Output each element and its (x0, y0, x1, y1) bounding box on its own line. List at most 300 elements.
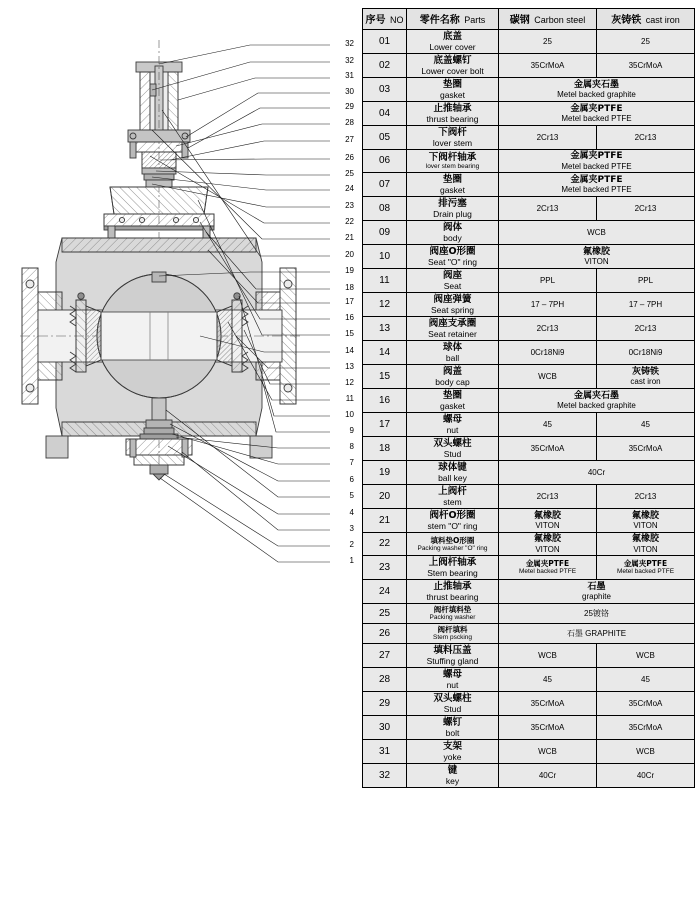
table-header-row (363, 9, 695, 30)
carbon-cn: 金属夹PTFE (525, 559, 570, 568)
seat-right (217, 306, 232, 366)
material-en: Metel backed PTFE (561, 185, 632, 194)
material-en: 石墨 GRAPHITE (566, 628, 627, 638)
yoke-base-flange (128, 130, 190, 142)
row-material-both (499, 624, 695, 644)
table-row (363, 509, 695, 533)
row-no: 18 (363, 437, 407, 461)
part-en: ball (445, 353, 460, 363)
carbon-en: 0Cr18Ni9 (530, 347, 565, 357)
iron-en: Metel backed PTFE (616, 568, 675, 575)
callout-30: 30 (345, 87, 354, 96)
table-row (363, 668, 695, 692)
part-cn: 双头螺柱 (433, 438, 472, 449)
part-en: key (445, 776, 460, 786)
iron-cn: 氟橡胶 (631, 510, 659, 521)
row-no: 23 (363, 556, 407, 580)
row-carbon (499, 365, 597, 389)
part-en: gasket (439, 90, 466, 100)
part-cn: 阀座弹簧 (433, 294, 472, 305)
part-cn: 键 (447, 765, 458, 776)
row-part (407, 624, 499, 644)
part-en: lover stem (432, 138, 473, 148)
header-parts-cn: 零件名称 (419, 15, 460, 26)
part-en: bolt (445, 728, 460, 738)
body-cap (110, 187, 208, 214)
material-en: Metel backed graphite (557, 90, 636, 99)
callout-2: 2 (349, 540, 354, 549)
part-en: Lower cover (429, 42, 476, 52)
table-row (363, 102, 695, 126)
header-parts (407, 9, 499, 30)
lower-thrust-bearing (144, 428, 174, 434)
callout-15: 15 (345, 329, 354, 338)
row-no: 11 (363, 269, 407, 293)
row-iron (597, 365, 695, 389)
row-iron (597, 509, 695, 533)
table-row (363, 413, 695, 437)
row-material-both (499, 150, 695, 173)
carbon-en: 35CrMoA (530, 722, 565, 732)
table-row (363, 341, 695, 365)
body-foot-left (46, 436, 68, 458)
iron-en: 2Cr13 (634, 491, 657, 501)
part-cn: 止推轴承 (433, 581, 472, 592)
part-en: Stem bearing (427, 568, 478, 578)
part-en: gasket (439, 185, 466, 195)
iron-en: 2Cr13 (634, 323, 657, 333)
carbon-en: 45 (543, 674, 552, 684)
row-part (407, 389, 499, 413)
table-row (363, 692, 695, 716)
stem-bearing (146, 180, 172, 187)
row-carbon (499, 485, 597, 509)
row-part (407, 197, 499, 221)
header-no (363, 9, 407, 30)
bonnet-bolt-2 (139, 217, 144, 222)
carbon-en: 40Cr (538, 770, 557, 780)
part-cn: 球体键 (438, 462, 467, 473)
part-cn: 螺钉 (442, 717, 462, 728)
material-cn: 金属夹石墨 (573, 390, 619, 401)
row-carbon (499, 692, 597, 716)
drain-plug-tip (153, 474, 165, 480)
carbon-en: VITON (535, 544, 560, 554)
table-row (363, 173, 695, 197)
part-en: thrust bearing (426, 592, 479, 602)
part-cn: 阀杆填料 (437, 625, 468, 634)
material-cn: 金属夹石墨 (573, 79, 619, 90)
row-part (407, 126, 499, 150)
material-en: Metel backed PTFE (561, 161, 632, 171)
row-no: 08 (363, 197, 407, 221)
carbon-cn: 氟橡胶 (533, 510, 561, 521)
row-material-both (499, 78, 695, 102)
carbon-en: 25 (543, 36, 552, 46)
header-parts-en: Parts (464, 15, 486, 25)
row-part (407, 692, 499, 716)
row-carbon (499, 293, 597, 317)
row-part (407, 341, 499, 365)
callout-24: 24 (345, 184, 354, 193)
row-part (407, 740, 499, 764)
callout-13: 13 (345, 362, 354, 371)
table-row (363, 317, 695, 341)
row-iron (597, 197, 695, 221)
row-carbon (499, 269, 597, 293)
lower-stem (152, 398, 166, 420)
part-en: stem (443, 497, 462, 507)
body-cap-gasket (104, 226, 214, 230)
row-iron (597, 485, 695, 509)
row-part (407, 533, 499, 556)
part-cn: 止推轴承 (433, 103, 472, 114)
row-no: 26 (363, 624, 407, 644)
row-part (407, 78, 499, 102)
parts-materials-table-wrapper (362, 8, 694, 788)
part-cn: 底盖螺钉 (433, 55, 472, 66)
iron-en: VITON (633, 521, 658, 530)
carbon-en: 2Cr13 (536, 132, 559, 142)
callout-32b: 32 (345, 56, 354, 65)
row-carbon (499, 317, 597, 341)
row-iron (597, 644, 695, 668)
left-flange-bolt-hole-top (26, 280, 34, 288)
part-cn: 螺母 (442, 414, 462, 425)
header-carbon-en: Carbon steel (534, 15, 586, 25)
callout-22: 22 (345, 217, 354, 226)
table-row (363, 365, 695, 389)
row-no: 25 (363, 604, 407, 624)
row-part (407, 150, 499, 173)
row-no: 16 (363, 389, 407, 413)
table-row (363, 126, 695, 150)
material-cn: 金属夹PTFE (570, 103, 623, 114)
part-en: Stud (443, 704, 462, 714)
header-carbon-cn: 碳钢 (509, 15, 530, 26)
row-part (407, 604, 499, 624)
material-cn: 石墨 (587, 581, 606, 592)
iron-en: 0Cr18Ni9 (628, 347, 663, 357)
material-en: 40Cr (587, 467, 606, 477)
part-en: lover stem bearing (425, 162, 480, 170)
row-iron (597, 668, 695, 692)
row-part (407, 461, 499, 485)
callout-3: 3 (349, 524, 354, 533)
part-cn: 下阀杆 (438, 127, 467, 138)
row-no: 06 (363, 150, 407, 173)
row-no: 15 (363, 365, 407, 389)
iron-en: VITON (633, 544, 658, 554)
row-carbon (499, 740, 597, 764)
part-cn: 填料垫O形圈 (430, 535, 475, 545)
left-flange-bolt-hole-bottom (26, 384, 34, 392)
header-carbon-steel (499, 9, 597, 30)
iron-en: 35CrMoA (628, 60, 663, 70)
part-en: gasket (439, 401, 466, 411)
gland-stud-left (130, 142, 136, 158)
row-no: 29 (363, 692, 407, 716)
callout-8: 8 (349, 442, 354, 451)
callout-1: 1 (349, 556, 354, 565)
iron-en: 2Cr13 (634, 132, 657, 142)
table-body (363, 30, 695, 788)
row-iron (597, 437, 695, 461)
part-en: body cap (435, 377, 470, 387)
table-row (363, 245, 695, 269)
part-en: nut (446, 425, 459, 435)
callout-6: 6 (349, 475, 354, 484)
callout-25: 25 (345, 169, 354, 178)
row-no: 28 (363, 668, 407, 692)
row-no: 03 (363, 78, 407, 102)
row-part (407, 485, 499, 509)
row-iron (597, 533, 695, 556)
part-en: Drain plug (433, 209, 472, 219)
callout-12: 12 (345, 378, 354, 387)
table-row (363, 740, 695, 764)
lower-cover-boss (134, 455, 184, 465)
row-carbon (499, 556, 597, 580)
iron-en: WCB (636, 650, 655, 660)
callout-17: 17 (345, 297, 354, 306)
row-iron (597, 341, 695, 365)
iron-en: cast iron (630, 377, 661, 386)
row-no: 30 (363, 716, 407, 740)
row-material-both (499, 245, 695, 269)
part-cn: 下阀杆轴承 (428, 151, 477, 163)
stuffing-gland (136, 142, 182, 152)
row-no: 19 (363, 461, 407, 485)
row-iron (597, 764, 695, 788)
part-en: ball key (438, 473, 467, 483)
part-cn: 阀杆填料垫 (433, 605, 472, 614)
carbon-en: VITON (535, 521, 560, 530)
carbon-en: WCB (538, 371, 557, 381)
part-cn: 阀体 (442, 222, 462, 233)
material-en: Metel backed PTFE (561, 114, 632, 123)
part-en: Stem pscking (432, 634, 473, 641)
table-row (363, 624, 695, 644)
callout-28: 28 (345, 118, 354, 127)
row-carbon (499, 30, 597, 54)
table-row (363, 54, 695, 78)
part-cn: 垫圈 (442, 79, 462, 90)
bonnet-bolt-3 (173, 217, 178, 222)
body-top-wall (62, 238, 256, 252)
part-cn: 填料压盖 (433, 645, 472, 656)
carbon-en: 45 (543, 419, 552, 429)
row-material-both (499, 221, 695, 245)
row-part (407, 54, 499, 78)
callout-29: 29 (345, 102, 354, 111)
row-iron (597, 269, 695, 293)
part-en: Stud (443, 449, 462, 459)
row-no: 13 (363, 317, 407, 341)
table-row (363, 556, 695, 580)
seat-retainer-right (232, 300, 242, 372)
material-en: WCB (587, 227, 606, 237)
row-no: 07 (363, 173, 407, 197)
callout-18: 18 (345, 283, 354, 292)
callout-31: 31 (345, 71, 354, 80)
row-carbon (499, 437, 597, 461)
row-carbon (499, 126, 597, 150)
row-no: 17 (363, 413, 407, 437)
row-part (407, 644, 499, 668)
row-iron (597, 556, 695, 580)
table-row (363, 461, 695, 485)
iron-en: 2Cr13 (634, 203, 657, 213)
ball-bore (101, 312, 217, 360)
row-carbon (499, 413, 597, 437)
row-no: 31 (363, 740, 407, 764)
header-iron-cn: 灰铸铁 (611, 15, 642, 26)
part-en: Seat "O" ring (427, 257, 478, 267)
carbon-en: 2Cr13 (536, 203, 559, 213)
carbon-en: 2Cr13 (536, 323, 559, 333)
part-cn: 上阀杆轴承 (428, 557, 477, 568)
seat-retainer-left (76, 300, 86, 372)
material-en: Metel backed graphite (557, 401, 636, 410)
lower-cover-bolt-left (130, 439, 136, 457)
table-row (363, 221, 695, 245)
row-part (407, 173, 499, 197)
ball-key (152, 272, 166, 282)
row-part (407, 293, 499, 317)
row-no: 32 (363, 764, 407, 788)
part-en: Lower cover bolt (421, 66, 484, 76)
callout-19: 19 (345, 266, 354, 275)
callout-20: 20 (345, 250, 354, 259)
part-cn: 上阀杆 (438, 486, 467, 497)
bonnet-bolt-1 (119, 217, 124, 222)
callout-32a: 32 (345, 39, 354, 48)
callout-4: 4 (349, 508, 354, 517)
row-no: 24 (363, 580, 407, 604)
carbon-en: Metel backed PTFE (518, 568, 577, 575)
row-no: 27 (363, 644, 407, 668)
row-part (407, 437, 499, 461)
row-no: 22 (363, 533, 407, 556)
part-cn: 阀杆O形圈 (429, 510, 476, 521)
part-cn: 阀座 (442, 270, 462, 281)
iron-cn: 灰铸铁 (631, 366, 659, 377)
gland-nut-left (130, 133, 136, 139)
iron-en: 35CrMoA (628, 722, 663, 732)
row-part (407, 764, 499, 788)
iron-cn: 氟橡胶 (631, 534, 659, 544)
row-no: 05 (363, 126, 407, 150)
bonnet-bolt-4 (193, 217, 198, 222)
row-part (407, 245, 499, 269)
part-en: thrust bearing (426, 114, 479, 124)
callout-5: 5 (349, 491, 354, 500)
row-part (407, 365, 499, 389)
row-no: 09 (363, 221, 407, 245)
yoke-left-leg (140, 72, 150, 130)
table-row (363, 604, 695, 624)
lower-stem-bearing (146, 420, 172, 428)
table-row (363, 437, 695, 461)
table-row (363, 197, 695, 221)
row-part (407, 30, 499, 54)
row-no: 21 (363, 509, 407, 533)
table-row (363, 389, 695, 413)
row-carbon (499, 668, 597, 692)
table-row (363, 30, 695, 54)
callout-9: 9 (349, 426, 354, 435)
part-en: Packing washer (429, 614, 476, 621)
header-cast-iron (597, 9, 695, 30)
row-part (407, 580, 499, 604)
parts-materials-table (362, 8, 695, 788)
row-material-both (499, 173, 695, 197)
row-no: 14 (363, 341, 407, 365)
carbon-en: 35CrMoA (530, 443, 565, 453)
row-iron (597, 716, 695, 740)
iron-en: 35CrMoA (628, 443, 663, 453)
row-part (407, 556, 499, 580)
right-flange-bolt-hole-bottom (284, 384, 292, 392)
row-iron (597, 413, 695, 437)
header-no-en: NO (389, 15, 404, 25)
part-cn: 双头螺柱 (433, 693, 472, 704)
part-en: Seat retainer (428, 329, 477, 339)
table-row (363, 716, 695, 740)
iron-en: 17 – 7PH (628, 299, 663, 309)
material-cn: 氟橡胶 (582, 246, 610, 257)
callout-23: 23 (345, 201, 354, 210)
row-material-both (499, 389, 695, 413)
part-en: yoke (443, 752, 462, 762)
table-row (363, 533, 695, 556)
row-part (407, 269, 499, 293)
table-row (363, 580, 695, 604)
iron-en: PPL (637, 275, 654, 285)
iron-en: WCB (636, 746, 655, 756)
row-material-both (499, 604, 695, 624)
callout-10: 10 (345, 410, 354, 419)
iron-en: 35CrMoA (628, 698, 663, 708)
table-row (363, 269, 695, 293)
header-no-cn: 序号 (365, 15, 386, 26)
part-cn: 底盖 (442, 31, 462, 42)
table-row (363, 78, 695, 102)
row-iron (597, 692, 695, 716)
part-cn: 支架 (442, 741, 462, 752)
callout-21: 21 (345, 233, 354, 242)
iron-cn: 金属夹PTFE (623, 559, 668, 568)
row-part (407, 221, 499, 245)
part-cn: 垫圈 (442, 390, 462, 401)
part-cn: 阀座O形圈 (429, 246, 476, 257)
table-row (363, 764, 695, 788)
row-material-both (499, 461, 695, 485)
carbon-en: 35CrMoA (530, 60, 565, 70)
row-iron (597, 740, 695, 764)
row-material-both (499, 580, 695, 604)
callout-16: 16 (345, 313, 354, 322)
row-no: 04 (363, 102, 407, 126)
row-part (407, 317, 499, 341)
carbon-en: PPL (539, 275, 556, 285)
part-cn: 球体 (442, 342, 462, 353)
material-en: graphite (582, 592, 611, 601)
callout-26: 26 (345, 153, 354, 162)
row-carbon (499, 764, 597, 788)
row-part (407, 102, 499, 126)
